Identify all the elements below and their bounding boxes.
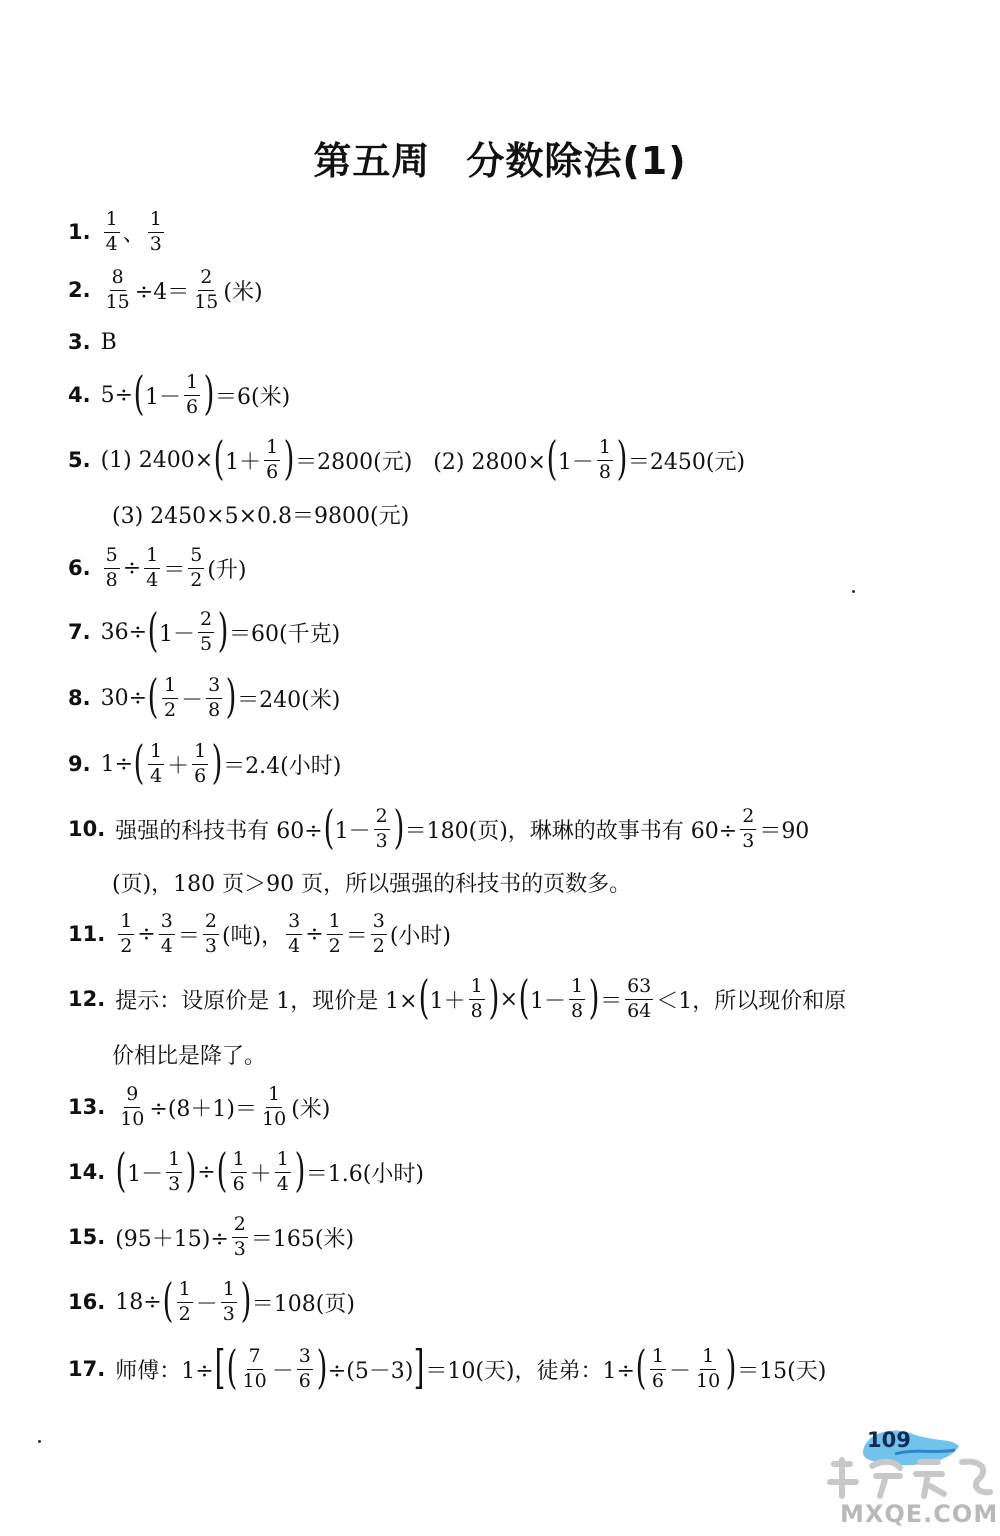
answer-text: (米) — [223, 279, 263, 305]
fraction-denominator: 8 — [208, 698, 221, 721]
answer-item-7 — [68, 602, 340, 662]
fraction-denominator: 6 — [185, 395, 199, 418]
answer-text: (1) 2400× — [100, 447, 214, 473]
answer-text: ＝108(页) — [251, 1291, 355, 1317]
fraction-numerator: 1 — [148, 210, 164, 233]
fraction-denominator: 6 — [232, 1172, 245, 1195]
answer-text: － — [181, 687, 204, 713]
answer-text: ＝2800(元) (2) 2800× — [295, 449, 546, 475]
fraction-numerator: 1 — [231, 1150, 247, 1173]
answer-text: ＝60(千克) — [229, 621, 341, 647]
bracket: ( — [635, 1340, 647, 1394]
answer-text: 1－ — [557, 449, 594, 475]
bracket: ( — [133, 735, 145, 789]
fraction-numerator: 7 — [247, 1347, 263, 1370]
fraction — [206, 673, 222, 721]
fraction-numerator: 1 — [327, 912, 343, 935]
question-number: 16. — [68, 1290, 106, 1314]
answer-text: 强强的科技书有 60÷ — [115, 818, 323, 844]
answer-text: 5÷ — [100, 382, 134, 408]
fraction-numerator: 1 — [104, 210, 120, 233]
answer-text: (页)，180 页＞90 页，所以强强的科技书的页数多。 — [112, 871, 632, 897]
bracket: ) — [211, 735, 223, 789]
fraction-denominator: 4 — [146, 568, 159, 591]
fraction-numerator: 5 — [188, 546, 204, 569]
fraction-numerator: 3 — [297, 1347, 313, 1370]
fraction-denominator: 3 — [204, 934, 217, 957]
fraction-denominator: 4 — [160, 934, 173, 957]
fraction — [192, 739, 208, 787]
fraction — [162, 673, 178, 721]
fraction — [192, 265, 220, 313]
answer-item-12b — [112, 1024, 266, 1084]
watermark-text: MXQE.COM — [840, 1500, 999, 1528]
fraction-numerator: 1 — [650, 1347, 666, 1370]
question-number: 9. — [68, 752, 91, 776]
fraction-numerator: 9 — [124, 1085, 140, 1108]
answer-item-8 — [68, 668, 340, 728]
fraction-denominator: 10 — [696, 1369, 721, 1392]
bracket: ) — [203, 366, 215, 420]
answer-text: ＝2450(元) — [627, 449, 746, 475]
fraction-denominator: 5 — [199, 632, 213, 655]
fraction — [371, 909, 387, 957]
fraction — [144, 543, 160, 591]
answer-text: 1＋ — [429, 988, 466, 1014]
fraction-denominator: 4 — [276, 1172, 289, 1195]
question-number: 13. — [68, 1095, 106, 1119]
answer-text: (吨)， — [221, 923, 284, 949]
answer-item-1 — [68, 202, 167, 262]
fraction-numerator: 1 — [148, 742, 164, 765]
answer-item-3 — [68, 312, 117, 372]
fraction-denominator: 4 — [149, 764, 163, 787]
question-number: 15. — [68, 1225, 106, 1249]
answer-text: － — [669, 1358, 692, 1384]
bracket: ( — [147, 603, 159, 657]
fraction-numerator: 2 — [198, 268, 214, 291]
fraction — [374, 804, 390, 852]
answer-text: ÷4＝ — [134, 279, 190, 305]
bracket: ) — [240, 1273, 252, 1327]
answer-text: ÷ — [197, 1159, 216, 1185]
question-number: 12. — [68, 987, 106, 1011]
fraction-numerator: 1 — [264, 438, 280, 461]
fraction-numerator: 1 — [192, 742, 208, 765]
fraction-numerator: 63 — [625, 977, 653, 1000]
question-number: 1. — [68, 220, 91, 244]
fraction-numerator: 3 — [206, 676, 222, 699]
bracket: ( — [133, 366, 145, 420]
answer-text: ＝ — [177, 923, 200, 949]
answer-text: × — [499, 986, 519, 1012]
fraction — [118, 909, 134, 957]
fraction-denominator: 2 — [190, 568, 203, 591]
bracket: ( — [147, 669, 159, 723]
bracket: ( — [115, 1143, 127, 1197]
bracket: ( — [518, 970, 530, 1024]
answer-text: 18÷ — [115, 1289, 162, 1315]
fraction-denominator: 8 — [470, 999, 483, 1022]
fraction-numerator: 1 — [118, 912, 134, 935]
answer-text: ＝1.6(小时) — [305, 1161, 424, 1187]
answer-text: 师傅：1÷ — [115, 1358, 214, 1384]
fraction — [148, 207, 164, 255]
fraction-numerator: 2 — [198, 610, 214, 633]
fraction-denominator: 2 — [120, 934, 133, 957]
fraction-denominator: 2 — [328, 934, 341, 957]
bracket: ( — [546, 431, 558, 485]
fraction-denominator: 3 — [222, 1302, 235, 1325]
question-number: 14. — [68, 1160, 106, 1184]
answer-item-17 — [68, 1339, 826, 1399]
fraction-denominator: 3 — [233, 1237, 246, 1260]
scan-speck — [38, 1440, 41, 1443]
fraction-numerator: 2 — [203, 912, 219, 935]
fraction-denominator: 6 — [298, 1369, 311, 1392]
fraction — [286, 909, 302, 957]
answer-text: ＝ — [600, 988, 623, 1014]
answer-text: ÷ — [305, 921, 324, 947]
fraction-denominator: 8 — [571, 999, 584, 1022]
fraction — [469, 974, 485, 1022]
fraction-numerator: 5 — [104, 546, 120, 569]
answer-item-10a — [68, 799, 809, 859]
answer-item-6 — [68, 538, 247, 598]
question-number: 4. — [68, 383, 91, 407]
answer-text: (米) — [291, 1096, 331, 1122]
fraction-numerator: 1 — [469, 977, 485, 1000]
fraction — [184, 370, 200, 418]
fraction-denominator: 4 — [105, 232, 118, 255]
answer-text: ＝15(天) — [737, 1358, 827, 1384]
fraction — [597, 435, 613, 483]
fraction-denominator: 15 — [105, 290, 130, 313]
answer-text: (95＋15)÷ — [115, 1226, 229, 1252]
bracket: ) — [488, 970, 500, 1024]
question-number: 10. — [68, 817, 106, 841]
fraction — [159, 909, 175, 957]
answer-text: 价相比是降了。 — [112, 1043, 267, 1069]
fraction — [569, 974, 585, 1022]
bracket: ( — [323, 800, 334, 854]
answer-text: 1－ — [158, 621, 195, 647]
fraction — [327, 909, 343, 957]
fraction — [740, 804, 756, 852]
fraction-denominator: 6 — [651, 1369, 664, 1392]
fraction-denominator: 4 — [288, 934, 301, 957]
fraction-denominator: 3 — [375, 829, 388, 852]
answer-text: － — [195, 1291, 218, 1317]
fraction-numerator: 1 — [221, 1280, 237, 1303]
answer-text: 、 — [122, 221, 145, 247]
question-number: 6. — [68, 556, 91, 580]
answer-text: 1－ — [127, 1161, 164, 1187]
answer-text: ＝240(米) — [237, 687, 341, 713]
fraction-denominator: 3 — [742, 829, 755, 852]
answer-item-4 — [68, 365, 290, 425]
fraction-numerator: 8 — [110, 268, 126, 291]
fraction-denominator: 8 — [105, 568, 118, 591]
bracket: ) — [393, 800, 405, 854]
fraction — [264, 435, 280, 483]
fraction — [166, 1147, 182, 1195]
fraction — [104, 207, 120, 255]
answer-text: ＝ — [345, 923, 368, 949]
question-number: 2. — [68, 278, 91, 302]
fraction — [148, 739, 164, 787]
fraction — [118, 1082, 146, 1130]
fraction-numerator: 2 — [374, 807, 390, 830]
fraction — [104, 265, 132, 313]
bracket: ( — [226, 1340, 237, 1394]
answer-item-5b — [112, 484, 409, 544]
bracket: ) — [616, 431, 628, 485]
fraction-denominator: 10 — [242, 1369, 267, 1392]
bracket: ) — [283, 431, 295, 485]
fraction-denominator: 8 — [598, 460, 611, 483]
fraction-numerator: 1 — [700, 1347, 716, 1370]
answer-text: ÷ — [137, 921, 156, 947]
question-number: 11. — [68, 922, 106, 946]
fraction — [232, 1212, 248, 1260]
scan-speck — [852, 590, 855, 593]
page-title — [0, 130, 1000, 185]
fraction-denominator: 3 — [149, 232, 162, 255]
bracket: ( — [162, 1273, 174, 1327]
answer-item-2 — [68, 260, 263, 320]
answer-text: ＝165(米) — [250, 1226, 355, 1252]
fraction-numerator: 1 — [144, 546, 160, 569]
bracket: ( — [418, 970, 429, 1024]
question-number: 3. — [68, 330, 91, 354]
page-number: 109 — [867, 1428, 911, 1452]
fraction-numerator: 1 — [177, 1280, 193, 1303]
fraction — [221, 1277, 237, 1325]
answer-item-15 — [68, 1207, 354, 1267]
bracket: ( — [213, 431, 225, 485]
fraction-numerator: 1 — [184, 373, 200, 396]
answer-text: ＝10(天)，徒弟：1÷ — [425, 1358, 635, 1384]
bracket: ) — [294, 1143, 306, 1197]
fraction — [188, 543, 204, 591]
fraction — [260, 1082, 288, 1130]
answer-text: 1÷ — [100, 751, 134, 777]
answer-text: ÷(8＋1)＝ — [149, 1096, 257, 1122]
fraction-denominator: 2 — [372, 934, 385, 957]
fraction-numerator: 2 — [232, 1215, 248, 1238]
fraction — [275, 1147, 291, 1195]
answer-item-14 — [68, 1142, 424, 1202]
fraction-denominator: 64 — [627, 999, 652, 1022]
title-week: 第五周 — [313, 139, 431, 183]
answer-text: ＝6(米) — [215, 384, 291, 410]
answer-text: ＝ — [163, 557, 186, 583]
fraction — [177, 1277, 193, 1325]
answer-item-16 — [68, 1272, 355, 1332]
answer-text: 30÷ — [100, 685, 148, 711]
title-topic: 分数除法(1) — [466, 139, 687, 183]
answer-item-13 — [68, 1077, 330, 1137]
fraction-denominator: 10 — [120, 1107, 145, 1130]
bracket: ( — [216, 1143, 228, 1197]
answer-text: (3) 2450×5×0.8＝9800(元) — [112, 503, 410, 529]
fraction-numerator: 1 — [266, 1085, 282, 1108]
question-number: 5. — [68, 448, 91, 472]
answer-text: (小时) — [389, 923, 452, 949]
fraction — [625, 974, 653, 1022]
answer-text: ÷(5－3) — [327, 1358, 414, 1384]
answer-text: (升) — [207, 557, 247, 583]
answer-text: ＝90 — [759, 818, 810, 844]
answer-item-5a — [68, 430, 745, 490]
fraction-numerator: 2 — [740, 807, 756, 830]
bracket: ) — [185, 1143, 197, 1197]
answer-item-11 — [68, 904, 451, 964]
answer-text: ＋ — [167, 753, 190, 779]
fraction-denominator: 3 — [168, 1172, 181, 1195]
fraction-numerator: 1 — [275, 1150, 291, 1173]
answer-text: ＋ — [249, 1161, 272, 1187]
fraction — [231, 1147, 247, 1195]
fraction — [694, 1344, 722, 1392]
fraction — [203, 909, 219, 957]
answer-text: B — [100, 329, 117, 355]
bracket: ) — [588, 970, 600, 1024]
fraction — [198, 607, 214, 655]
fraction — [104, 543, 120, 591]
bracket: ] — [413, 1340, 425, 1394]
fraction-numerator: 3 — [371, 912, 387, 935]
fraction-numerator: 1 — [569, 977, 585, 1000]
bracket: ) — [725, 1340, 737, 1394]
question-number: 8. — [68, 686, 91, 710]
fraction — [297, 1344, 313, 1392]
fraction-denominator: 6 — [194, 764, 207, 787]
fraction-numerator: 3 — [159, 912, 175, 935]
answer-text: 1－ — [144, 384, 181, 410]
answer-text: ＝2.4(小时) — [223, 753, 342, 779]
question-number: 17. — [68, 1357, 106, 1381]
answer-text: 1＋ — [225, 449, 262, 475]
fraction-numerator: 1 — [162, 676, 178, 699]
fraction-numerator: 3 — [286, 912, 302, 935]
answer-item-9 — [68, 734, 341, 794]
answer-text: ＝180(页)，琳琳的故事书有 60÷ — [404, 818, 738, 844]
answer-text: 1－ — [334, 818, 371, 844]
answer-text: 1－ — [530, 988, 567, 1014]
fraction-denominator: 2 — [178, 1302, 191, 1325]
fraction-numerator: 1 — [166, 1150, 182, 1173]
bracket: ) — [225, 669, 237, 723]
fraction-denominator: 15 — [194, 290, 219, 313]
answer-item-10b — [112, 852, 631, 912]
fraction — [650, 1344, 666, 1392]
fraction-denominator: 10 — [262, 1107, 287, 1130]
fraction-numerator: 1 — [597, 438, 613, 461]
answer-text: － — [271, 1358, 294, 1384]
fraction — [241, 1344, 269, 1392]
answer-text: ＜1，所以现价和原 — [656, 988, 847, 1014]
bracket: ) — [217, 603, 229, 657]
fraction-denominator: 6 — [266, 460, 279, 483]
bracket: ) — [316, 1340, 328, 1394]
answer-text: ÷ — [122, 555, 142, 581]
bracket: [ — [214, 1340, 226, 1394]
fraction-denominator: 2 — [163, 698, 177, 721]
question-number: 7. — [68, 620, 91, 644]
answer-text: 提示：设原价是 1，现价是 1× — [115, 988, 418, 1014]
answer-item-12a — [68, 969, 846, 1029]
answer-text: 36÷ — [100, 619, 148, 645]
